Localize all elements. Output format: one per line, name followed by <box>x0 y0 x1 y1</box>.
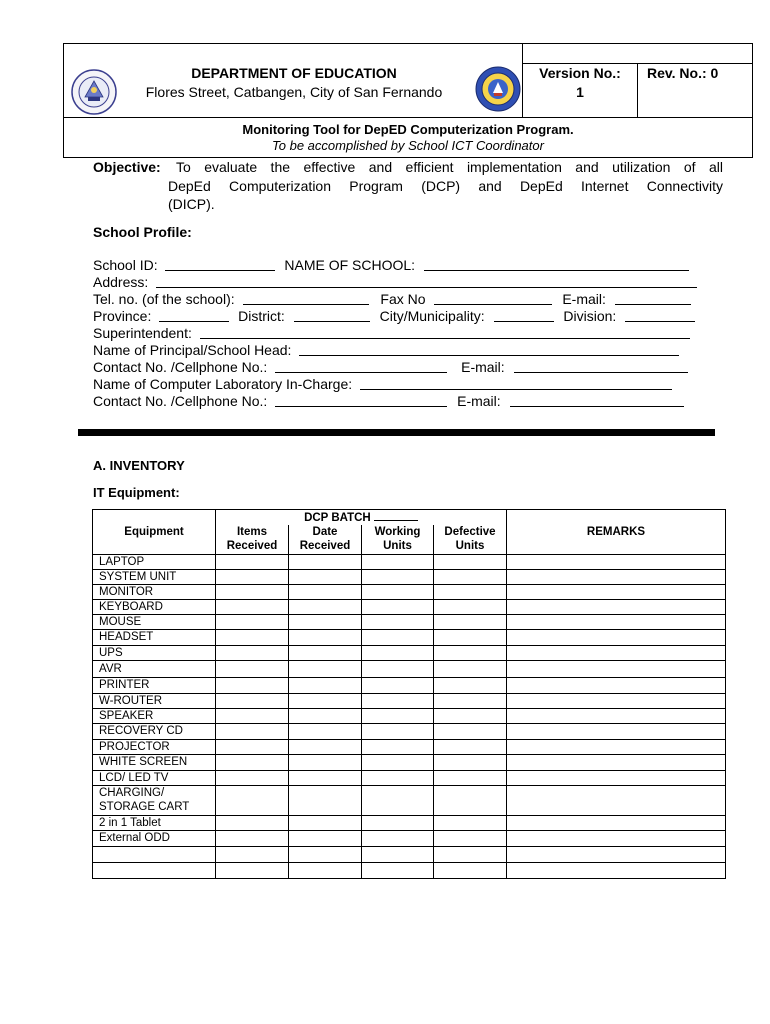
remarks-cell[interactable] <box>507 754 726 770</box>
lab-incharge-field[interactable] <box>360 376 672 390</box>
remarks-cell[interactable] <box>507 693 726 708</box>
email-label: E-mail: <box>562 291 606 307</box>
defective-units-cell[interactable] <box>434 660 507 677</box>
remarks-cell[interactable] <box>507 614 726 629</box>
defective-units-cell[interactable] <box>434 677 507 693</box>
equipment-name-cell: SYSTEM UNIT <box>93 569 216 584</box>
defective-units-cell[interactable] <box>434 723 507 739</box>
defective-units-cell[interactable] <box>434 739 507 754</box>
working-units-cell[interactable] <box>362 815 434 830</box>
principal-email-label: E-mail: <box>461 359 505 375</box>
remarks-cell[interactable] <box>507 723 726 739</box>
items-received-cell[interactable] <box>216 584 289 599</box>
items-received-cell[interactable] <box>216 645 289 660</box>
table-row <box>93 554 726 569</box>
equipment-name-cell <box>93 846 216 862</box>
remarks-cell[interactable] <box>507 708 726 723</box>
remarks-cell[interactable] <box>507 830 726 846</box>
date-header-line-1: Date <box>312 526 338 539</box>
section-a-heading: A. INVENTORY <box>93 458 185 473</box>
date-received-cell[interactable] <box>289 770 362 785</box>
table-row <box>93 785 726 815</box>
tel-label: Tel. no. (of the school): <box>93 291 235 307</box>
defective-units-cell[interactable] <box>434 785 507 815</box>
date-received-cell[interactable] <box>289 584 362 599</box>
address-label: Address: <box>93 274 149 290</box>
equipment-name-cell <box>93 862 216 878</box>
address-field[interactable] <box>156 274 697 288</box>
working-units-cell[interactable] <box>362 599 434 614</box>
table-row <box>93 846 726 862</box>
items-received-cell[interactable] <box>216 723 289 739</box>
equipment-name-cell: SPEAKER <box>93 708 216 723</box>
working-units-cell[interactable] <box>362 830 434 846</box>
remarks-cell[interactable] <box>507 677 726 693</box>
objective-line-1: To evaluate the effective and efficient implementation and utilization of all <box>176 159 723 175</box>
remarks-cell[interactable] <box>507 629 726 645</box>
objective-line-2: DepEd Computerization Program (DCP) and DepEd Internet Connectivity <box>168 178 723 194</box>
defective-header-line-2: Units <box>455 540 485 553</box>
working-units-cell[interactable] <box>362 770 434 785</box>
working-units-cell[interactable] <box>362 846 434 862</box>
form-title: Monitoring Tool for DepED Computerization Program. <box>242 122 574 137</box>
working-units-cell[interactable] <box>362 645 434 660</box>
date-received-cell[interactable] <box>289 660 362 677</box>
date-received-cell[interactable] <box>289 614 362 629</box>
equipment-name-cell: CHARGING/ STORAGE CART <box>93 785 216 815</box>
department-address: Flores Street, Catbangen, City of San Fernando <box>145 84 443 100</box>
table-row <box>93 677 726 693</box>
items-received-cell[interactable] <box>216 862 289 878</box>
date-received-cell[interactable] <box>289 629 362 645</box>
date-received-cell[interactable] <box>289 830 362 846</box>
objective-label: Objective: <box>93 159 161 175</box>
lab-contact-label: Contact No. /Cellphone No.: <box>93 393 268 409</box>
date-received-cell[interactable] <box>289 554 362 569</box>
school-id-field[interactable] <box>165 257 275 271</box>
principal-contact-field[interactable] <box>275 359 447 373</box>
inventory-table <box>92 509 726 879</box>
col-equipment-header: Equipment <box>93 510 216 555</box>
table-row <box>93 645 726 660</box>
district-field[interactable] <box>294 308 370 322</box>
items-received-cell[interactable] <box>216 708 289 723</box>
province-field[interactable] <box>159 308 229 322</box>
principal-email-field[interactable] <box>514 359 688 373</box>
defective-units-cell[interactable] <box>434 830 507 846</box>
items-received-cell[interactable] <box>216 614 289 629</box>
working-units-cell[interactable] <box>362 754 434 770</box>
equipment-name-cell: KEYBOARD <box>93 599 216 614</box>
defective-units-cell[interactable] <box>434 629 507 645</box>
equipment-name-cell: External ODD <box>93 830 216 846</box>
table-row <box>93 754 726 770</box>
working-units-cell[interactable] <box>362 723 434 739</box>
dcp-batch-header <box>216 510 507 526</box>
working-units-cell[interactable] <box>362 584 434 599</box>
profile-line-location <box>93 308 699 325</box>
profile-line-principal <box>93 342 699 359</box>
items-received-cell[interactable] <box>216 754 289 770</box>
equipment-name-cell: AVR <box>93 660 216 677</box>
working-units-cell[interactable] <box>362 660 434 677</box>
working-units-cell[interactable] <box>362 614 434 629</box>
table-row <box>93 723 726 739</box>
items-header-line-1: Items <box>236 526 268 539</box>
date-received-cell[interactable] <box>289 677 362 693</box>
lab-email-label: E-mail: <box>457 393 501 409</box>
defective-units-cell[interactable] <box>434 770 507 785</box>
table-row <box>93 614 726 629</box>
dcp-batch-label: DCP BATCH <box>304 512 371 524</box>
defective-units-cell[interactable] <box>434 614 507 629</box>
date-received-cell[interactable] <box>289 739 362 754</box>
working-units-cell[interactable] <box>362 708 434 723</box>
items-header-line-2: Received <box>226 540 278 553</box>
defective-units-cell[interactable] <box>434 693 507 708</box>
defective-units-cell[interactable] <box>434 584 507 599</box>
table-row <box>93 599 726 614</box>
items-received-cell[interactable] <box>216 629 289 645</box>
working-units-cell[interactable] <box>362 862 434 878</box>
it-equipment-heading: IT Equipment: <box>93 485 180 500</box>
remarks-cell[interactable] <box>507 569 726 584</box>
col-working-units-header <box>362 525 434 554</box>
date-received-cell[interactable] <box>289 645 362 660</box>
deped-seal-icon <box>71 69 117 115</box>
remarks-cell[interactable] <box>507 862 726 878</box>
profile-line-lab-contact <box>93 393 699 410</box>
working-units-cell[interactable] <box>362 693 434 708</box>
table-row <box>93 584 726 599</box>
working-units-cell[interactable] <box>362 785 434 815</box>
header-version-divider <box>637 63 638 118</box>
remarks-cell[interactable] <box>507 815 726 830</box>
equipment-name-cell: WHITE SCREEN <box>93 754 216 770</box>
date-received-cell[interactable] <box>289 723 362 739</box>
profile-line-contact <box>93 291 699 308</box>
defective-units-cell[interactable] <box>434 599 507 614</box>
defective-header-line-1: Defective <box>444 526 496 539</box>
remarks-cell[interactable] <box>507 785 726 815</box>
table-row <box>93 569 726 584</box>
equipment-name-cell: W-ROUTER <box>93 693 216 708</box>
table-row <box>93 708 726 723</box>
col-remarks-header: REMARKS <box>507 510 726 555</box>
document-header <box>63 43 753 158</box>
remarks-cell[interactable] <box>507 645 726 660</box>
division-seal-icon <box>475 66 521 112</box>
header-title-cell <box>64 44 523 118</box>
city-field[interactable] <box>494 308 554 322</box>
defective-units-cell[interactable] <box>434 645 507 660</box>
items-received-cell[interactable] <box>216 693 289 708</box>
date-header-line-2: Received <box>299 540 351 553</box>
header-version-cell <box>523 44 752 118</box>
items-received-cell[interactable] <box>216 554 289 569</box>
division-label: Division: <box>563 308 617 324</box>
equipment-name-cell: PRINTER <box>93 677 216 693</box>
name-of-school-field[interactable] <box>424 257 689 271</box>
items-received-cell[interactable] <box>216 846 289 862</box>
working-units-cell[interactable] <box>362 569 434 584</box>
name-of-school-label: NAME OF SCHOOL: <box>284 257 416 273</box>
date-received-cell[interactable] <box>289 846 362 862</box>
items-received-cell[interactable] <box>216 830 289 846</box>
tel-field[interactable] <box>243 291 369 305</box>
working-header-line-1: Working <box>374 526 421 539</box>
items-received-cell[interactable] <box>216 660 289 677</box>
items-received-cell[interactable] <box>216 770 289 785</box>
items-received-cell[interactable] <box>216 569 289 584</box>
remarks-cell[interactable] <box>507 599 726 614</box>
table-row <box>93 830 726 846</box>
items-received-cell[interactable] <box>216 739 289 754</box>
principal-label: Name of Principal/School Head: <box>93 342 292 358</box>
city-label: City/Municipality: <box>379 308 485 324</box>
date-received-cell[interactable] <box>289 862 362 878</box>
version-label: Version No.: <box>539 65 621 81</box>
items-received-cell[interactable] <box>216 599 289 614</box>
superintendent-label: Superintendent: <box>93 325 192 341</box>
defective-units-cell[interactable] <box>434 862 507 878</box>
principal-field[interactable] <box>299 342 679 356</box>
remarks-cell[interactable] <box>507 584 726 599</box>
fax-label: Fax No <box>380 291 426 307</box>
items-received-cell[interactable] <box>216 815 289 830</box>
equipment-name-cell: LAPTOP <box>93 554 216 569</box>
profile-line-principal-contact <box>93 359 699 376</box>
defective-units-cell[interactable] <box>434 846 507 862</box>
fax-field[interactable] <box>434 291 552 305</box>
defective-units-cell[interactable] <box>434 815 507 830</box>
remarks-cell[interactable] <box>507 660 726 677</box>
school-profile-heading: School Profile: <box>93 224 192 240</box>
date-received-cell[interactable] <box>289 815 362 830</box>
working-units-cell[interactable] <box>362 554 434 569</box>
equipment-name-cell: PROJECTOR <box>93 739 216 754</box>
equipment-name-cell: MONITOR <box>93 584 216 599</box>
lab-incharge-label: Name of Computer Laboratory In-Charge: <box>93 376 353 392</box>
equipment-name-cell: HEADSET <box>93 629 216 645</box>
table-row <box>93 815 726 830</box>
col-defective-units-header <box>434 525 507 554</box>
lab-contact-field[interactable] <box>275 393 447 407</box>
table-row <box>93 660 726 677</box>
working-units-cell[interactable] <box>362 739 434 754</box>
table-row <box>93 693 726 708</box>
equipment-name-cell: UPS <box>93 645 216 660</box>
profile-line-school-id <box>93 257 699 274</box>
table-row <box>93 629 726 645</box>
remarks-cell[interactable] <box>507 554 726 569</box>
equipment-name-cell: MOUSE <box>93 614 216 629</box>
district-label: District: <box>238 308 285 324</box>
school-id-label: School ID: <box>93 257 158 273</box>
superintendent-field[interactable] <box>200 325 690 339</box>
defective-units-cell[interactable] <box>434 569 507 584</box>
defective-units-cell[interactable] <box>434 754 507 770</box>
version-value: 1 <box>576 84 584 100</box>
remarks-cell[interactable] <box>507 770 726 785</box>
header-top-row <box>64 44 752 118</box>
dcp-batch-field[interactable] <box>374 510 418 521</box>
principal-contact-label: Contact No. /Cellphone No.: <box>93 359 268 375</box>
equipment-name-cell: 2 in 1 Tablet <box>93 815 216 830</box>
working-header-line-2: Units <box>383 540 412 553</box>
equipment-name-cell: LCD/ LED TV <box>93 770 216 785</box>
date-received-cell[interactable] <box>289 693 362 708</box>
table-row <box>93 770 726 785</box>
profile-line-address <box>93 274 699 291</box>
items-received-cell[interactable] <box>216 677 289 693</box>
date-received-cell[interactable] <box>289 754 362 770</box>
equipment-name-cell: RECOVERY CD <box>93 723 216 739</box>
date-received-cell[interactable] <box>289 708 362 723</box>
working-units-cell[interactable] <box>362 677 434 693</box>
objective-line-3: (DICP). <box>168 196 215 212</box>
section-divider <box>78 429 715 436</box>
defective-units-cell[interactable] <box>434 554 507 569</box>
profile-line-lab-incharge <box>93 376 699 393</box>
items-received-cell[interactable] <box>216 785 289 815</box>
col-items-received-header <box>216 525 289 554</box>
division-field[interactable] <box>625 308 695 322</box>
province-label: Province: <box>93 308 152 324</box>
email-field[interactable] <box>615 291 691 305</box>
defective-units-cell[interactable] <box>434 708 507 723</box>
profile-line-superintendent <box>93 325 699 342</box>
date-received-cell[interactable] <box>289 599 362 614</box>
revision-label: Rev. No.: 0 <box>647 65 719 81</box>
form-subtitle: To be accomplished by School ICT Coordinator <box>272 138 544 153</box>
table-row <box>93 862 726 878</box>
lab-email-field[interactable] <box>510 393 684 407</box>
remarks-cell[interactable] <box>507 739 726 754</box>
col-date-received-header <box>289 525 362 554</box>
table-row <box>93 739 726 754</box>
working-units-cell[interactable] <box>362 629 434 645</box>
department-title: DEPARTMENT OF EDUCATION <box>191 65 397 81</box>
date-received-cell[interactable] <box>289 785 362 815</box>
remarks-cell[interactable] <box>507 846 726 862</box>
date-received-cell[interactable] <box>289 569 362 584</box>
